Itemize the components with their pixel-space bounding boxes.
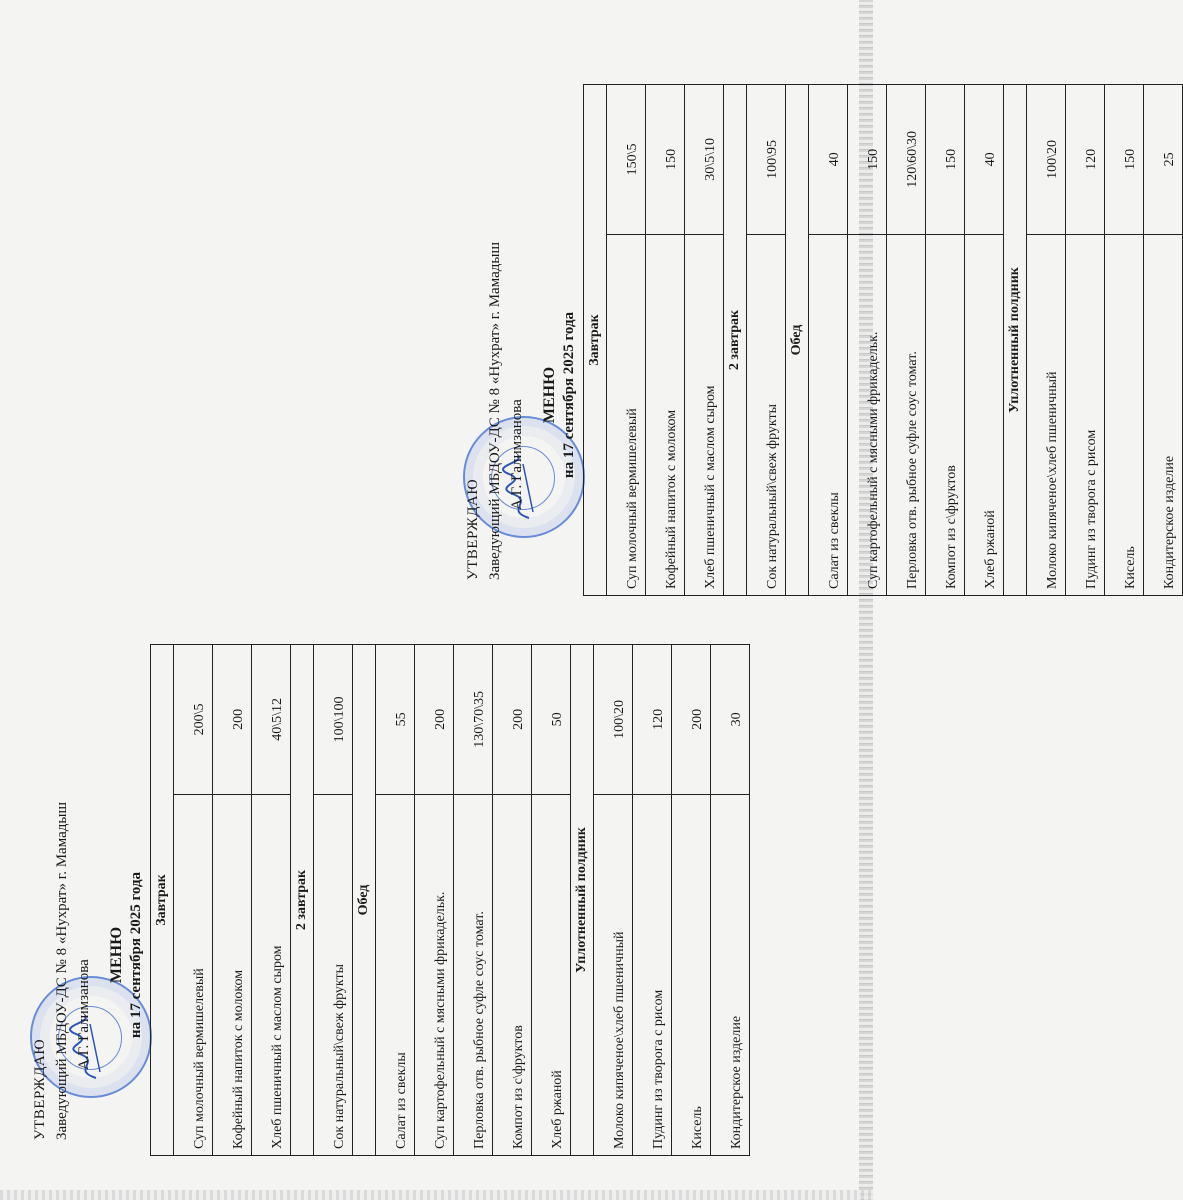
table-row bbox=[646, 85, 685, 596]
dish-name: Пудинг из творога с рисом bbox=[1066, 234, 1105, 595]
dish-name: Кондитерское изделие bbox=[711, 794, 750, 1155]
menu-title: МЕНЮ bbox=[541, 366, 558, 424]
menu-sheet-right bbox=[463, 80, 1177, 600]
table-row bbox=[415, 645, 454, 1156]
dish-name: Суп молочный вермишелевый bbox=[174, 794, 213, 1155]
menu-table bbox=[583, 84, 1183, 596]
dish-portion: 40 bbox=[965, 85, 1004, 235]
table-row bbox=[747, 85, 786, 596]
table-row bbox=[314, 645, 353, 1156]
dish-portion: 150\5 bbox=[607, 85, 646, 235]
dish-name: Суп картофельный с мясными фрикадельк. bbox=[415, 794, 454, 1155]
approval-name-line bbox=[509, 399, 526, 580]
approval-title: УТВЕРЖДАЮ bbox=[465, 478, 481, 580]
dish-name: Сок натуральный\свеж фрукты bbox=[747, 234, 786, 595]
table-row bbox=[711, 645, 750, 1156]
dish-portion: 130\70\35 bbox=[454, 645, 493, 795]
section-header: Обед bbox=[786, 85, 809, 596]
dish-portion: 30\5\10 bbox=[685, 85, 724, 235]
dish-name: Салат из свеклы bbox=[376, 794, 415, 1155]
dish-portion: 150 bbox=[646, 85, 685, 235]
dish-name: Кофейный напиток с молоком bbox=[646, 234, 685, 595]
dish-portion: 50 bbox=[532, 645, 571, 795]
dish-portion: 200 bbox=[213, 645, 252, 795]
table-row bbox=[685, 85, 724, 596]
section-header: Обед bbox=[353, 645, 376, 1156]
dish-name: Кисель bbox=[672, 794, 711, 1155]
dish-name: Сок натуральный\свеж фрукты bbox=[314, 794, 353, 1155]
dish-name: Перловка отв. рыбное суфле соус томат. bbox=[454, 794, 493, 1155]
dish-portion: 100\95 bbox=[747, 85, 786, 235]
table-row bbox=[252, 645, 291, 1156]
table-row bbox=[594, 645, 633, 1156]
table-row bbox=[376, 645, 415, 1156]
table-row bbox=[1066, 85, 1105, 596]
approval-position: Заведующий МБДОУ-ДС № 8 «Нухрат» г. Мамадыш bbox=[54, 801, 70, 1140]
table-row bbox=[1027, 85, 1066, 596]
approval-title: УТВЕРЖДАЮ bbox=[32, 1038, 48, 1140]
table-row bbox=[607, 85, 646, 596]
menu-date: на 17 сентября 2025 года bbox=[561, 311, 577, 479]
menu-date: на 17 сентября 2025 года bbox=[128, 871, 144, 1039]
table-row bbox=[532, 645, 571, 1156]
dish-name: Суп картофельный с мясными фрикадельк. bbox=[848, 234, 887, 595]
dish-name: Компот из с\фруктов bbox=[493, 794, 532, 1155]
table-row bbox=[1105, 85, 1144, 596]
table-row bbox=[887, 85, 926, 596]
dish-portion: 25 bbox=[1144, 85, 1183, 235]
approver-name: А.Г. Галимзанова bbox=[509, 399, 525, 510]
dish-name: Кисель bbox=[1105, 234, 1144, 595]
dish-portion: 150 bbox=[1105, 85, 1144, 235]
dish-name: Пудинг из творога с рисом bbox=[633, 794, 672, 1155]
menu-table bbox=[150, 644, 750, 1156]
menu-sheet-left bbox=[30, 640, 744, 1160]
dish-portion: 120 bbox=[1066, 85, 1105, 235]
dish-name: Кофейный напиток с молоком bbox=[213, 794, 252, 1155]
table-row bbox=[454, 645, 493, 1156]
dish-portion: 55 bbox=[376, 645, 415, 795]
approval-name-line bbox=[76, 959, 93, 1140]
dish-portion: 40 bbox=[809, 85, 848, 235]
dish-portion: 100\20 bbox=[1027, 85, 1066, 235]
dish-portion: 200 bbox=[672, 645, 711, 795]
dish-portion: 30 bbox=[711, 645, 750, 795]
dish-name: Компот из с\фруктов bbox=[926, 234, 965, 595]
section-header: Уплотненный полдник bbox=[1004, 85, 1027, 596]
dish-name: Хлеб ржаной bbox=[965, 234, 1004, 595]
scan-bottom-artifact bbox=[0, 1190, 873, 1200]
dish-portion: 200\5 bbox=[174, 645, 213, 795]
dish-name: Молоко кипяченое\хлеб пшеничный bbox=[1027, 234, 1066, 595]
table-row bbox=[809, 85, 848, 596]
dish-name: Перловка отв. рыбное суфле соус томат. bbox=[887, 234, 926, 595]
dish-portion: 120 bbox=[633, 645, 672, 795]
dish-name: Суп молочный вермишелевый bbox=[607, 234, 646, 595]
dish-name: Салат из свеклы bbox=[809, 234, 848, 595]
table-row bbox=[926, 85, 965, 596]
table-row bbox=[672, 645, 711, 1156]
dish-portion: 200 bbox=[415, 645, 454, 795]
dish-portion: 100\100 bbox=[314, 645, 353, 795]
table-row bbox=[213, 645, 252, 1156]
approval-position: Заведующий МБДОУ-ДС № 8 «Нухрат» г. Мамадыш bbox=[487, 241, 503, 580]
dish-portion: 150 bbox=[848, 85, 887, 235]
table-row bbox=[1144, 85, 1183, 596]
table-row bbox=[493, 645, 532, 1156]
dish-portion: 100\20 bbox=[594, 645, 633, 795]
dish-portion: 200 bbox=[493, 645, 532, 795]
approver-name: А.Г. Галимзанова bbox=[76, 959, 92, 1070]
dish-name: Хлеб ржаной bbox=[532, 794, 571, 1155]
dish-portion: 40\5\12 bbox=[252, 645, 291, 795]
section-header: Завтрак bbox=[584, 85, 607, 596]
dish-name: Молоко кипяченое\хлеб пшеничный bbox=[594, 794, 633, 1155]
section-header: Завтрак bbox=[151, 645, 174, 1156]
table-row bbox=[633, 645, 672, 1156]
table-row bbox=[965, 85, 1004, 596]
section-header: Уплотненный полдник bbox=[571, 645, 594, 1156]
dish-name: Кондитерское изделие bbox=[1144, 234, 1183, 595]
table-row bbox=[848, 85, 887, 596]
section-header: 2 завтрак bbox=[724, 85, 747, 596]
dish-portion: 150 bbox=[926, 85, 965, 235]
menu-title: МЕНЮ bbox=[108, 926, 125, 984]
section-header: 2 завтрак bbox=[291, 645, 314, 1156]
dish-name: Хлеб пшеничный с маслом сыром bbox=[252, 794, 291, 1155]
dish-portion: 120\60\30 bbox=[887, 85, 926, 235]
table-row bbox=[174, 645, 213, 1156]
dish-name: Хлеб пшеничный с маслом сыром bbox=[685, 234, 724, 595]
